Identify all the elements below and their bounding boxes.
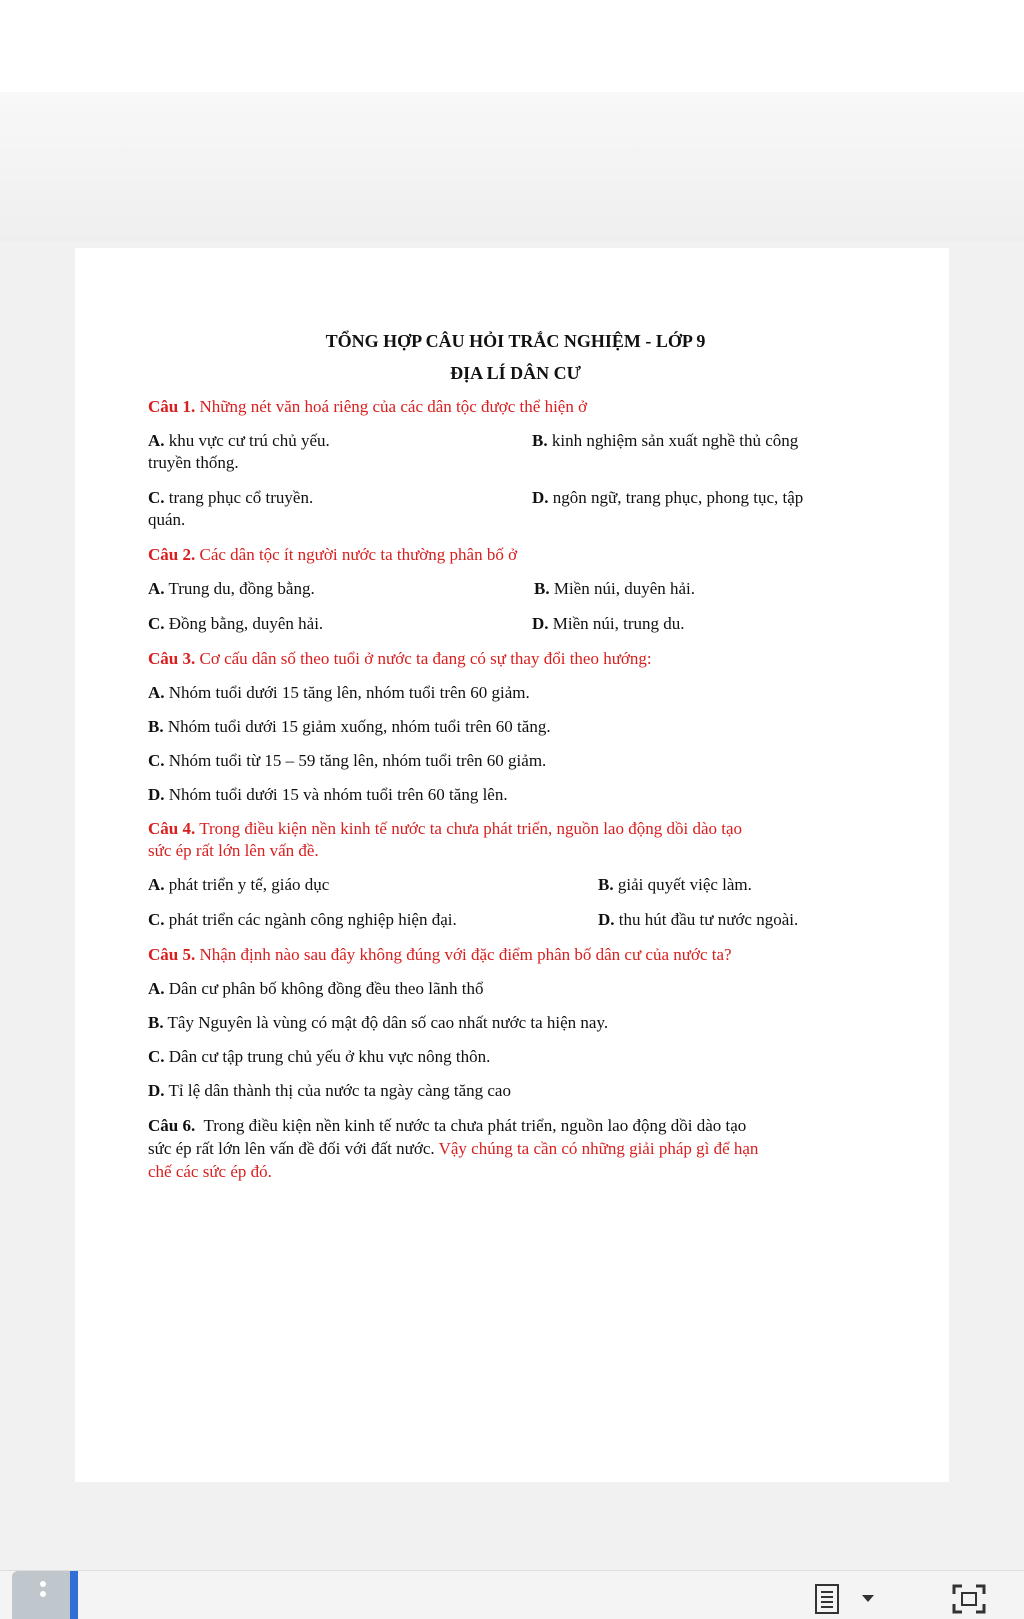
question-text: Cơ cấu dân số theo tuổi ở nước ta đang có sự thay đổi theo hướng:: [199, 649, 652, 668]
option-c: C. trang phục cổ truyền.: [148, 488, 314, 507]
option-d: D. Tỉ lệ dân thành thị của nước ta ngày càng tăng cao: [148, 1081, 511, 1100]
viewer-background: [0, 92, 1024, 242]
question-text: Trong điều kiện nền kinh tế nước ta chưa phát triển, nguồn lao động dồi dào tạo: [199, 819, 743, 838]
question-2-options-ab: [148, 578, 883, 600]
document-view-icon[interactable]: [814, 1583, 840, 1615]
more-vertical-icon: [40, 1581, 46, 1601]
question-4-options-ab: [148, 874, 883, 896]
option-c: C. phát triển các ngành công nghiệp hiện đại.: [148, 910, 457, 929]
option-d: D. thu hút đầu tư nước ngoài.: [598, 910, 799, 929]
option-b: B. Miền núi, duyên hải.: [534, 579, 696, 598]
option-a: A. phát triển y tế, giáo dục: [148, 875, 330, 894]
question-prompt: Vậy chúng ta cần có những giải pháp gì để hạn: [438, 1139, 759, 1158]
question-6: [148, 1114, 883, 1183]
option-a: A. Trung du, đồng bằng.: [148, 579, 315, 598]
option-d: D. Miền núi, trung du.: [532, 614, 685, 633]
question-text: Trong điều kiện nền kinh tế nước ta chưa phát triển, nguồn lao động dồi dào tạo: [203, 1116, 747, 1135]
option-c: C. Nhóm tuổi từ 15 – 59 tăng lên, nhóm tuổi trên 60 giảm.: [148, 751, 547, 770]
option-b: B. kinh nghiệm sản xuất nghề thủ công: [532, 431, 799, 450]
question-label: Câu 4.: [148, 819, 196, 838]
caret-down-icon[interactable]: [862, 1595, 874, 1602]
fullscreen-icon[interactable]: [951, 1583, 987, 1615]
question-text: Nhận định nào sau đây không đúng với đặc điểm phân bố dân cư của nước ta?: [199, 945, 732, 964]
question-text-continued: sức ép rất lớn lên vấn đề đối với đất nước.: [148, 1139, 435, 1158]
question-label: Câu 5.: [148, 945, 196, 964]
question-1: [148, 396, 883, 418]
question-prompt-continued: chế các sức ép đó.: [148, 1162, 272, 1181]
option-a: A. khu vực cư trú chủ yếu.: [148, 431, 330, 450]
document-subtitle: ĐỊA LÍ DÂN CƯ: [450, 363, 581, 383]
option-d: D. ngôn ngữ, trang phục, phong tục, tập: [532, 488, 804, 507]
question-1-options-ab: [148, 430, 883, 474]
question-5: [148, 944, 883, 966]
question-1-options-cd: [148, 487, 883, 531]
question-2: [148, 544, 883, 566]
viewer-top-area: [0, 0, 1024, 92]
question-label: Câu 6.: [148, 1116, 196, 1135]
question-label: Câu 1.: [148, 397, 196, 416]
question-text: Những nét văn hoá riêng của các dân tộc được thể hiện ở: [199, 397, 588, 416]
question-4: [148, 818, 883, 862]
bottom-toolbar: [0, 1570, 1024, 1619]
more-options-button[interactable]: [12, 1571, 78, 1619]
option-b: B. giải quyết việc làm.: [598, 875, 752, 894]
option-b-continued: truyền thống.: [148, 453, 239, 472]
question-2-options-cd: [148, 613, 883, 635]
option-c: C. Dân cư tập trung chủ yếu ở khu vực nông thôn.: [148, 1047, 491, 1066]
option-d-continued: quán.: [148, 510, 186, 529]
option-a: A. Nhóm tuổi dưới 15 tăng lên, nhóm tuổi trên 60 giảm.: [148, 683, 530, 702]
question-label: Câu 3.: [148, 649, 196, 668]
document-title: TỔNG HỢP CÂU HỎI TRẮC NGHIỆM - LỚP 9: [325, 331, 706, 351]
question-text-continued: sức ép rất lớn lên vấn đề.: [148, 841, 319, 860]
question-3: [148, 648, 883, 670]
option-a: A. Dân cư phân bố không đồng đều theo lãnh thổ: [148, 979, 484, 998]
option-c: C. Đồng bằng, duyên hải.: [148, 614, 324, 633]
document-page: [75, 248, 949, 1482]
question-4-options-cd: [148, 909, 883, 931]
question-label: Câu 2.: [148, 545, 196, 564]
question-text: Các dân tộc ít người nước ta thường phân bố ở: [199, 545, 518, 564]
option-b: B. Nhóm tuổi dưới 15 giảm xuống, nhóm tuổi trên 60 tăng.: [148, 717, 551, 736]
option-d: D. Nhóm tuổi dưới 15 và nhóm tuổi trên 60 tăng lên.: [148, 785, 508, 804]
document-content: [148, 330, 883, 1183]
accent-strip: [70, 1571, 78, 1619]
option-b: B. Tây Nguyên là vùng có mật độ dân số cao nhất nước ta hiện nay.: [148, 1013, 609, 1032]
